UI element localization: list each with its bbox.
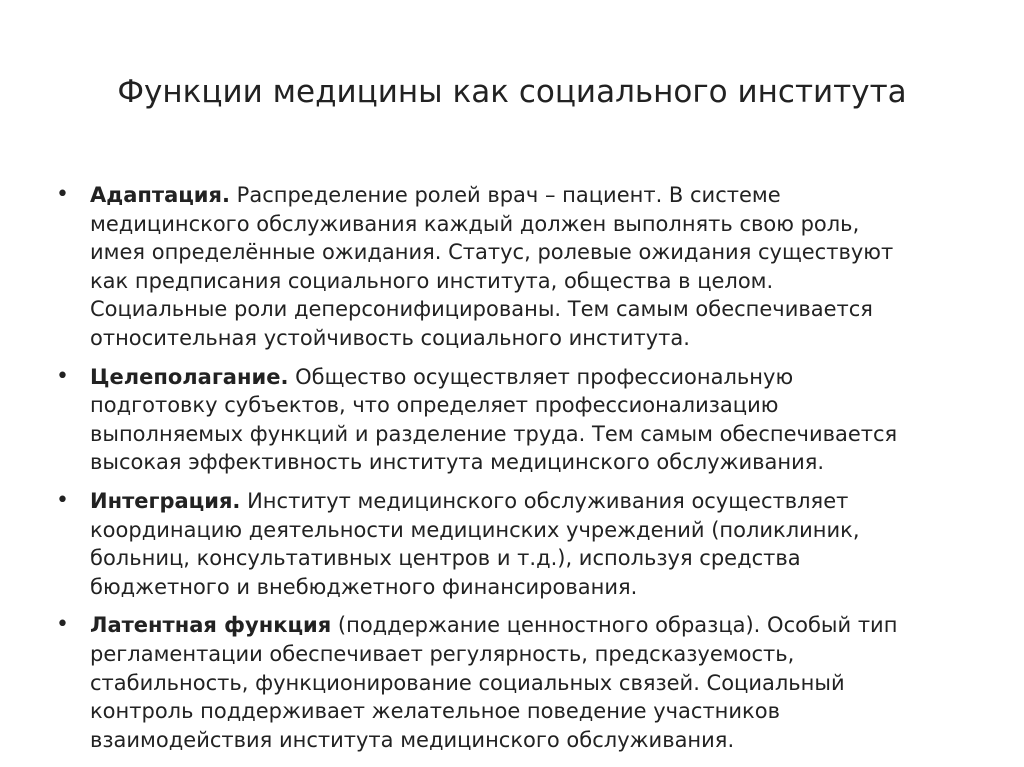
bullet-icon: • [56,612,69,638]
item-text: Институт медицинского обслуживания осуществляет [240,488,849,513]
item-line: высокая эффективность института медицинского обслуживания. [90,450,825,475]
bullet-icon: • [56,182,69,207]
bullet-icon: • [56,487,69,513]
item-term: Целеполагание. [90,364,289,389]
list-item [56,487,976,601]
bullet-list [56,181,976,764]
item-line [90,611,976,640]
item-line: Социальные роли деперсонифицированы. Тем самым обеспечивается [90,297,873,322]
item-term: Интеграция. [90,488,241,513]
item-line: подготовку субъектов, что определяет профессионализацию [90,393,779,418]
list-item [56,363,976,477]
list-item [56,611,976,754]
item-line: регламентации обеспечивает регулярность, предсказуемость, [90,641,795,666]
item-line [90,363,976,392]
item-line: как предписания социального института, общества в целом. [90,268,774,293]
item-line: выполняемых функций и разделение труда. Тем самым обеспечивается [90,421,898,446]
item-text: Общество осуществляет профессиональную [288,364,794,389]
item-line: контроль поддерживает желательное поведение участников [90,699,780,724]
item-line: бюджетного и внебюджетного финансирования. [90,574,638,599]
item-line: относительная устойчивость социального института. [90,325,690,350]
item-line: имея определённые ожидания. Статус, ролевые ожидания существуют [90,240,894,265]
bullet-icon: • [56,363,69,389]
item-line: больниц, консультативных центров и т.д.), используя средства [90,546,801,571]
item-line: взаимодействия института медицинского обслуживания. [90,727,735,752]
item-line: медицинского обслуживания каждый должен выполнять свою роль, [90,211,860,236]
item-line [90,181,976,210]
item-line [90,487,976,516]
item-line: стабильность, функционирование социальных связей. Социальный [90,670,845,695]
item-term: Латентная функция [90,613,332,638]
item-term: Адаптация. [90,183,230,207]
item-text: Распределение ролей врач – пациент. В системе [229,183,781,207]
item-line: координацию деятельности медицинских учреждений (поликлиник, [90,517,860,542]
list-item [56,181,976,353]
page-title: Функции медицины как социального института [117,74,907,110]
item-text: (поддержание ценностного образца). Особый тип [331,613,898,638]
